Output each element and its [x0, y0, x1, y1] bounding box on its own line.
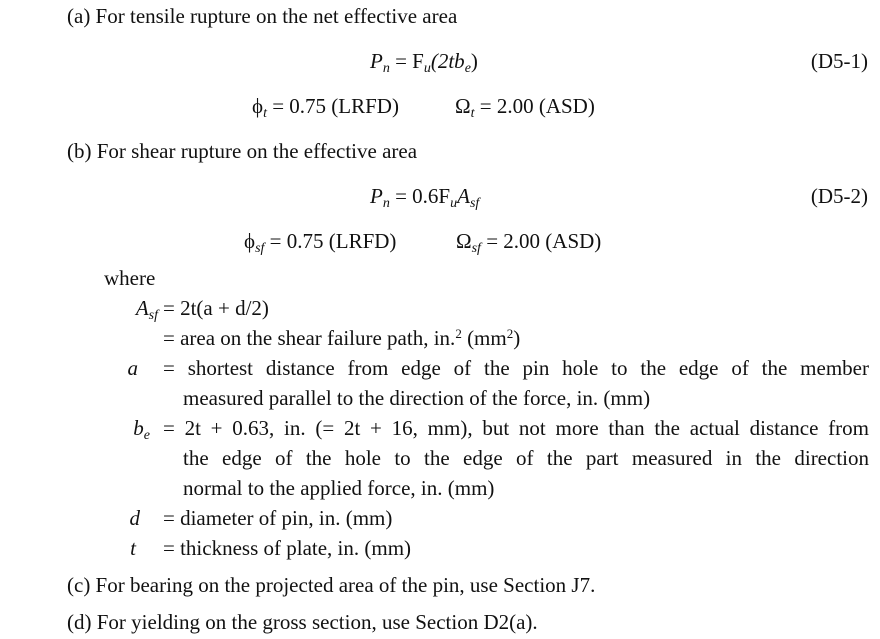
equation-d5-1: $P_n = F_u(2tb_e)$: [370, 49, 478, 76]
t-symbol: t: [130, 536, 136, 560]
omega-sf-factor: $\Omega_{sf} = 2.00$ (ASD): [456, 229, 602, 256]
asf-definition-text: = area on the shear failure path, in.$^2$ $(mm^2)$: [163, 326, 521, 350]
where-label: where: [104, 266, 156, 290]
case-b-heading: (b) For shear rupture on the effective area: [67, 139, 418, 163]
case-d-text: (d) For yielding on the gross section, use Section D2(a).: [67, 610, 538, 634]
a-definition-line1: = shortest distance from edge of the pin hole to the edge of the member: [163, 356, 869, 380]
d-symbol: d: [129, 506, 140, 530]
asf-symbol: $A_{sf}$: [135, 296, 158, 323]
equation-d5-2: $P_n = 0.6F_uA_{sf}$: [370, 184, 480, 211]
case-a-heading: (a) For tensile rupture on the net effective area: [67, 4, 458, 28]
a-definition-line2: measured parallel to the direction of the force, in. (mm): [183, 386, 651, 410]
phi-t-factor: $\phi_t = 0.75$ (LRFD): [252, 94, 399, 121]
d-definition: = diameter of pin, in. (mm): [163, 506, 393, 530]
t-definition: = thickness of plate, in. (mm): [163, 536, 412, 560]
be-symbol: $b_e$: [133, 416, 150, 443]
omega-t-factor: $\Omega_t = 2.00$ (ASD): [455, 94, 595, 121]
case-c-text: (c) For bearing on the projected area of the pin, use Section J7.: [67, 573, 596, 597]
be-definition-line3: normal to the applied force, in. (mm): [183, 476, 495, 500]
be-definition-line2: the edge of the hole to the edge of the part measured in the direction: [183, 446, 869, 470]
be-definition-line1: = 2t + 0.63, in. (= 2t + 16, mm), but not more than the actual distance from: [163, 416, 869, 440]
equation-number-d5-2: (D5-2): [810, 184, 868, 208]
asf-definition-formula: = 2t(a + d/2): [163, 296, 269, 320]
phi-sf-factor: $\phi_{sf} = 0.75$ (LRFD): [244, 229, 397, 256]
equation-number-d5-1: (D5-1): [810, 49, 868, 73]
a-symbol: a: [127, 356, 138, 380]
